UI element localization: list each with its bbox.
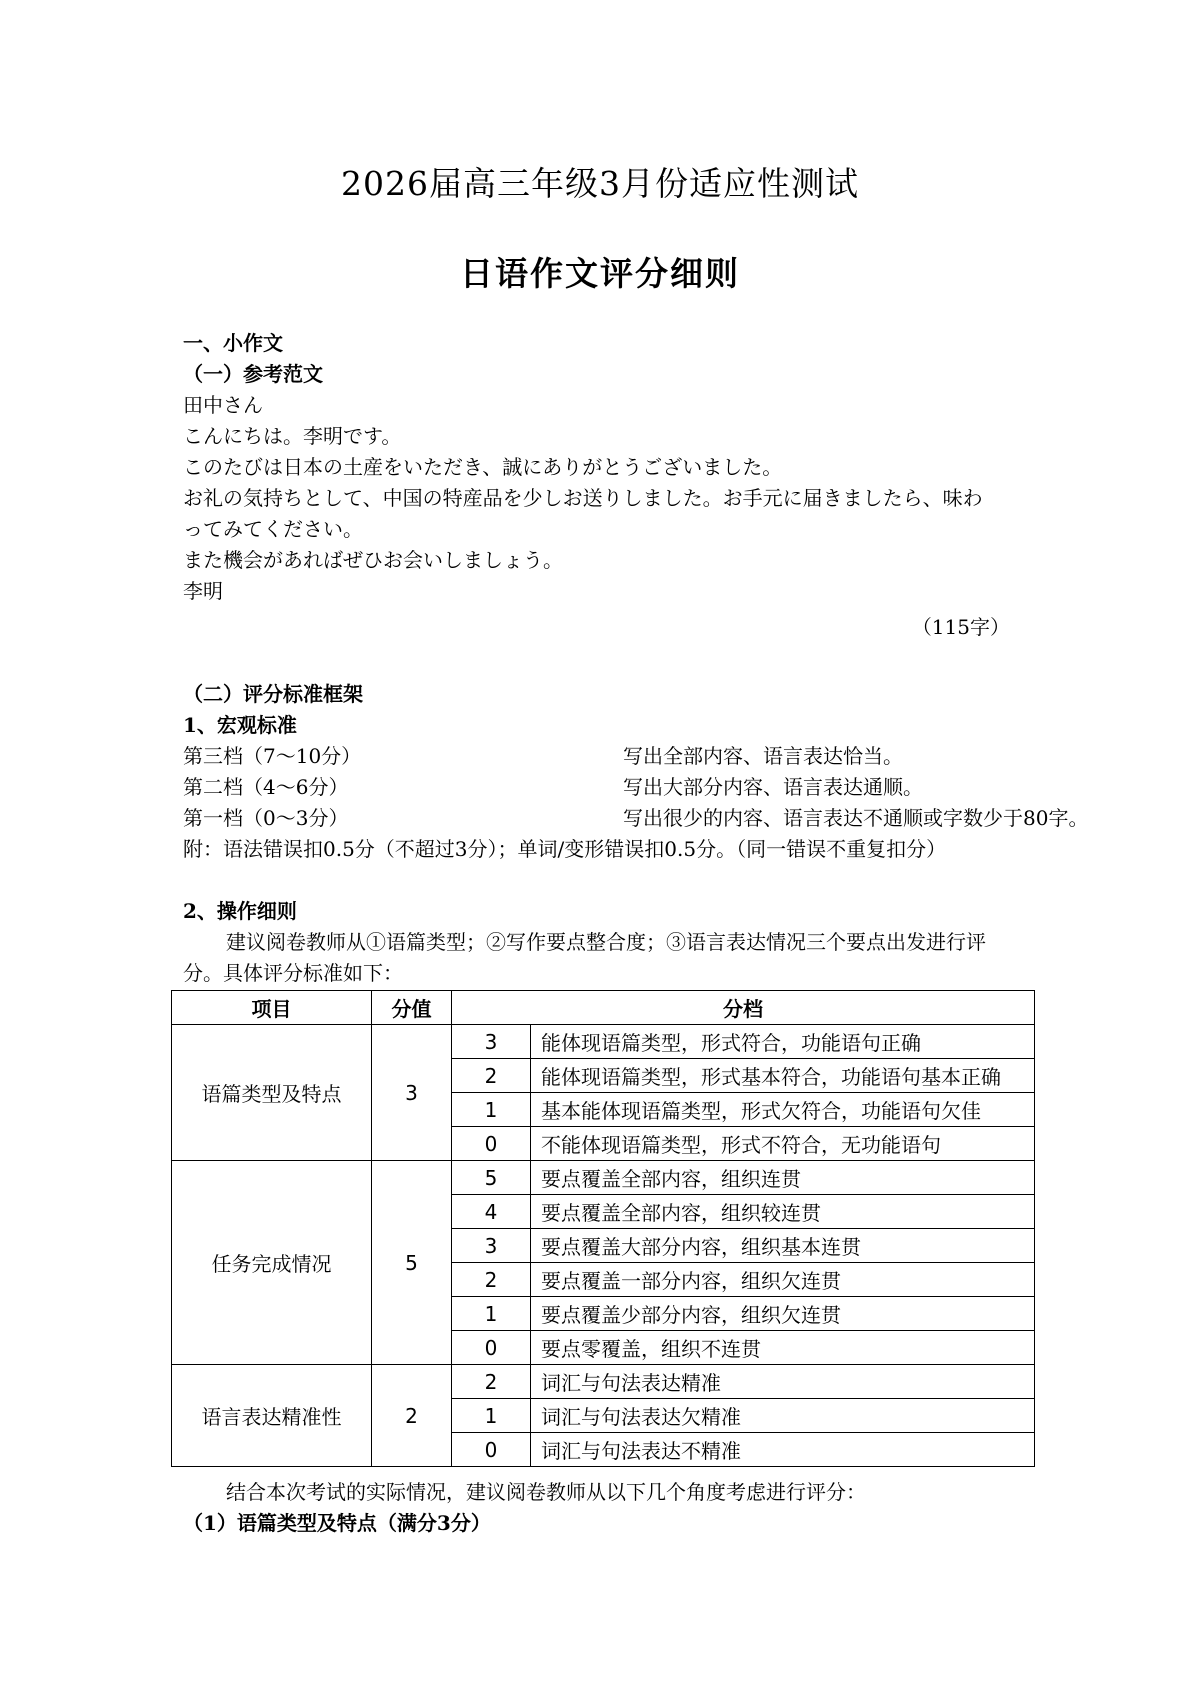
- table-header-row: [172, 991, 1035, 1025]
- level-desc: 写出全部内容、语言表达恰当。: [623, 744, 903, 768]
- level-desc: 写出大部分内容、语言表达通顺。: [623, 775, 923, 799]
- table-row: [172, 1365, 1035, 1399]
- sample-signature: 李明: [183, 579, 223, 603]
- macro-heading: 1、宏观标准: [183, 713, 297, 737]
- level-grade: 第二档（4～6分）: [183, 775, 349, 799]
- header-score: 分值: [372, 991, 452, 1025]
- after-table-text: 结合本次考试的实际情况，建议阅卷教师从以下几个角度考虑进行评分：: [226, 1480, 866, 1504]
- score-cell: 2: [372, 1365, 452, 1467]
- detail-intro-cont: 分。具体评分标准如下：: [183, 961, 403, 985]
- framework-heading: （二）评分标准框架: [183, 682, 363, 706]
- sample-heading: （一）参考范文: [183, 362, 323, 386]
- sub-heading-genre: （1）语篇类型及特点（满分3分）: [183, 1511, 491, 1535]
- level-cell: 0: [452, 1127, 531, 1161]
- level-cell: 2: [452, 1263, 531, 1297]
- table-row: [172, 1161, 1035, 1195]
- sample-line: また機会があればぜひお会いしましょう。: [183, 548, 563, 572]
- item-cell: 语言表达精准性: [172, 1365, 372, 1467]
- table-row: [172, 1025, 1035, 1059]
- sample-line: こんにちは。李明です。: [183, 424, 402, 448]
- level-cell: 2: [452, 1365, 531, 1399]
- level-cell: 3: [452, 1229, 531, 1263]
- desc-cell: 词汇与句法表达不精准: [531, 1433, 1035, 1467]
- sample-line: 田中さん: [183, 393, 263, 417]
- level-row: [183, 771, 923, 803]
- level-cell: 2: [452, 1059, 531, 1093]
- sample-line: ってみてください。: [183, 517, 363, 541]
- document-subtitle: 日语作文评分细则: [460, 254, 740, 293]
- desc-cell: 要点覆盖大部分内容，组织基本连贯: [531, 1229, 1035, 1263]
- level-cell: 4: [452, 1195, 531, 1229]
- document-title: 2026届高三年级3月份适应性测试: [341, 164, 859, 203]
- level-cell: 0: [452, 1331, 531, 1365]
- header-item: 项目: [172, 991, 372, 1025]
- level-cell: 1: [452, 1297, 531, 1331]
- level-desc: 写出很少的内容、语言表达不通顺或字数少于80字。: [623, 806, 1089, 830]
- level-grade: 第三档（7～10分）: [183, 744, 362, 768]
- desc-cell: 基本能体现语篇类型，形式欠符合，功能语句欠佳: [531, 1093, 1035, 1127]
- deduction-note: 附：语法错误扣0.5分（不超过3分）；单词/变形错误扣0.5分。（同一错误不重复扣分）: [183, 837, 947, 861]
- desc-cell: 不能体现语篇类型，形式不符合，无功能语句: [531, 1127, 1035, 1161]
- level-cell: 1: [452, 1093, 531, 1127]
- desc-cell: 能体现语篇类型，形式基本符合，功能语句基本正确: [531, 1059, 1035, 1093]
- desc-cell: 要点覆盖全部内容，组织连贯: [531, 1161, 1035, 1195]
- char-count: （115字）: [911, 615, 1010, 639]
- desc-cell: 要点覆盖一部分内容，组织欠连贯: [531, 1263, 1035, 1297]
- section-heading-essay: 一、小作文: [183, 331, 283, 355]
- sample-line: お礼の気持ちとして、中国の特産品を少しお送りしました。お手元に届きましたら、味わ: [183, 486, 983, 510]
- level-row: [183, 802, 1089, 834]
- desc-cell: 词汇与句法表达精准: [531, 1365, 1035, 1399]
- level-cell: 1: [452, 1399, 531, 1433]
- detail-heading: 2、操作细则: [183, 899, 297, 923]
- level-grade: 第一档（0～3分）: [183, 806, 349, 830]
- detail-intro: 建议阅卷教师从①语篇类型；②写作要点整合度；③语言表达情况三个要点出发进行评: [226, 930, 986, 954]
- desc-cell: 词汇与句法表达欠精准: [531, 1399, 1035, 1433]
- header-level: 分档: [452, 991, 1035, 1025]
- level-cell: 0: [452, 1433, 531, 1467]
- desc-cell: 要点零覆盖，组织不连贯: [531, 1331, 1035, 1365]
- score-cell: 5: [372, 1161, 452, 1365]
- scoring-table: [171, 990, 1035, 1467]
- level-cell: 5: [452, 1161, 531, 1195]
- desc-cell: 能体现语篇类型，形式符合，功能语句正确: [531, 1025, 1035, 1059]
- desc-cell: 要点覆盖少部分内容，组织欠连贯: [531, 1297, 1035, 1331]
- sample-line: このたびは日本の土産をいただき、誠にありがとうございました。: [183, 455, 783, 479]
- item-cell: 语篇类型及特点: [172, 1025, 372, 1161]
- level-cell: 3: [452, 1025, 531, 1059]
- desc-cell: 要点覆盖全部内容，组织较连贯: [531, 1195, 1035, 1229]
- item-cell: 任务完成情况: [172, 1161, 372, 1365]
- level-row: [183, 740, 903, 772]
- score-cell: 3: [372, 1025, 452, 1161]
